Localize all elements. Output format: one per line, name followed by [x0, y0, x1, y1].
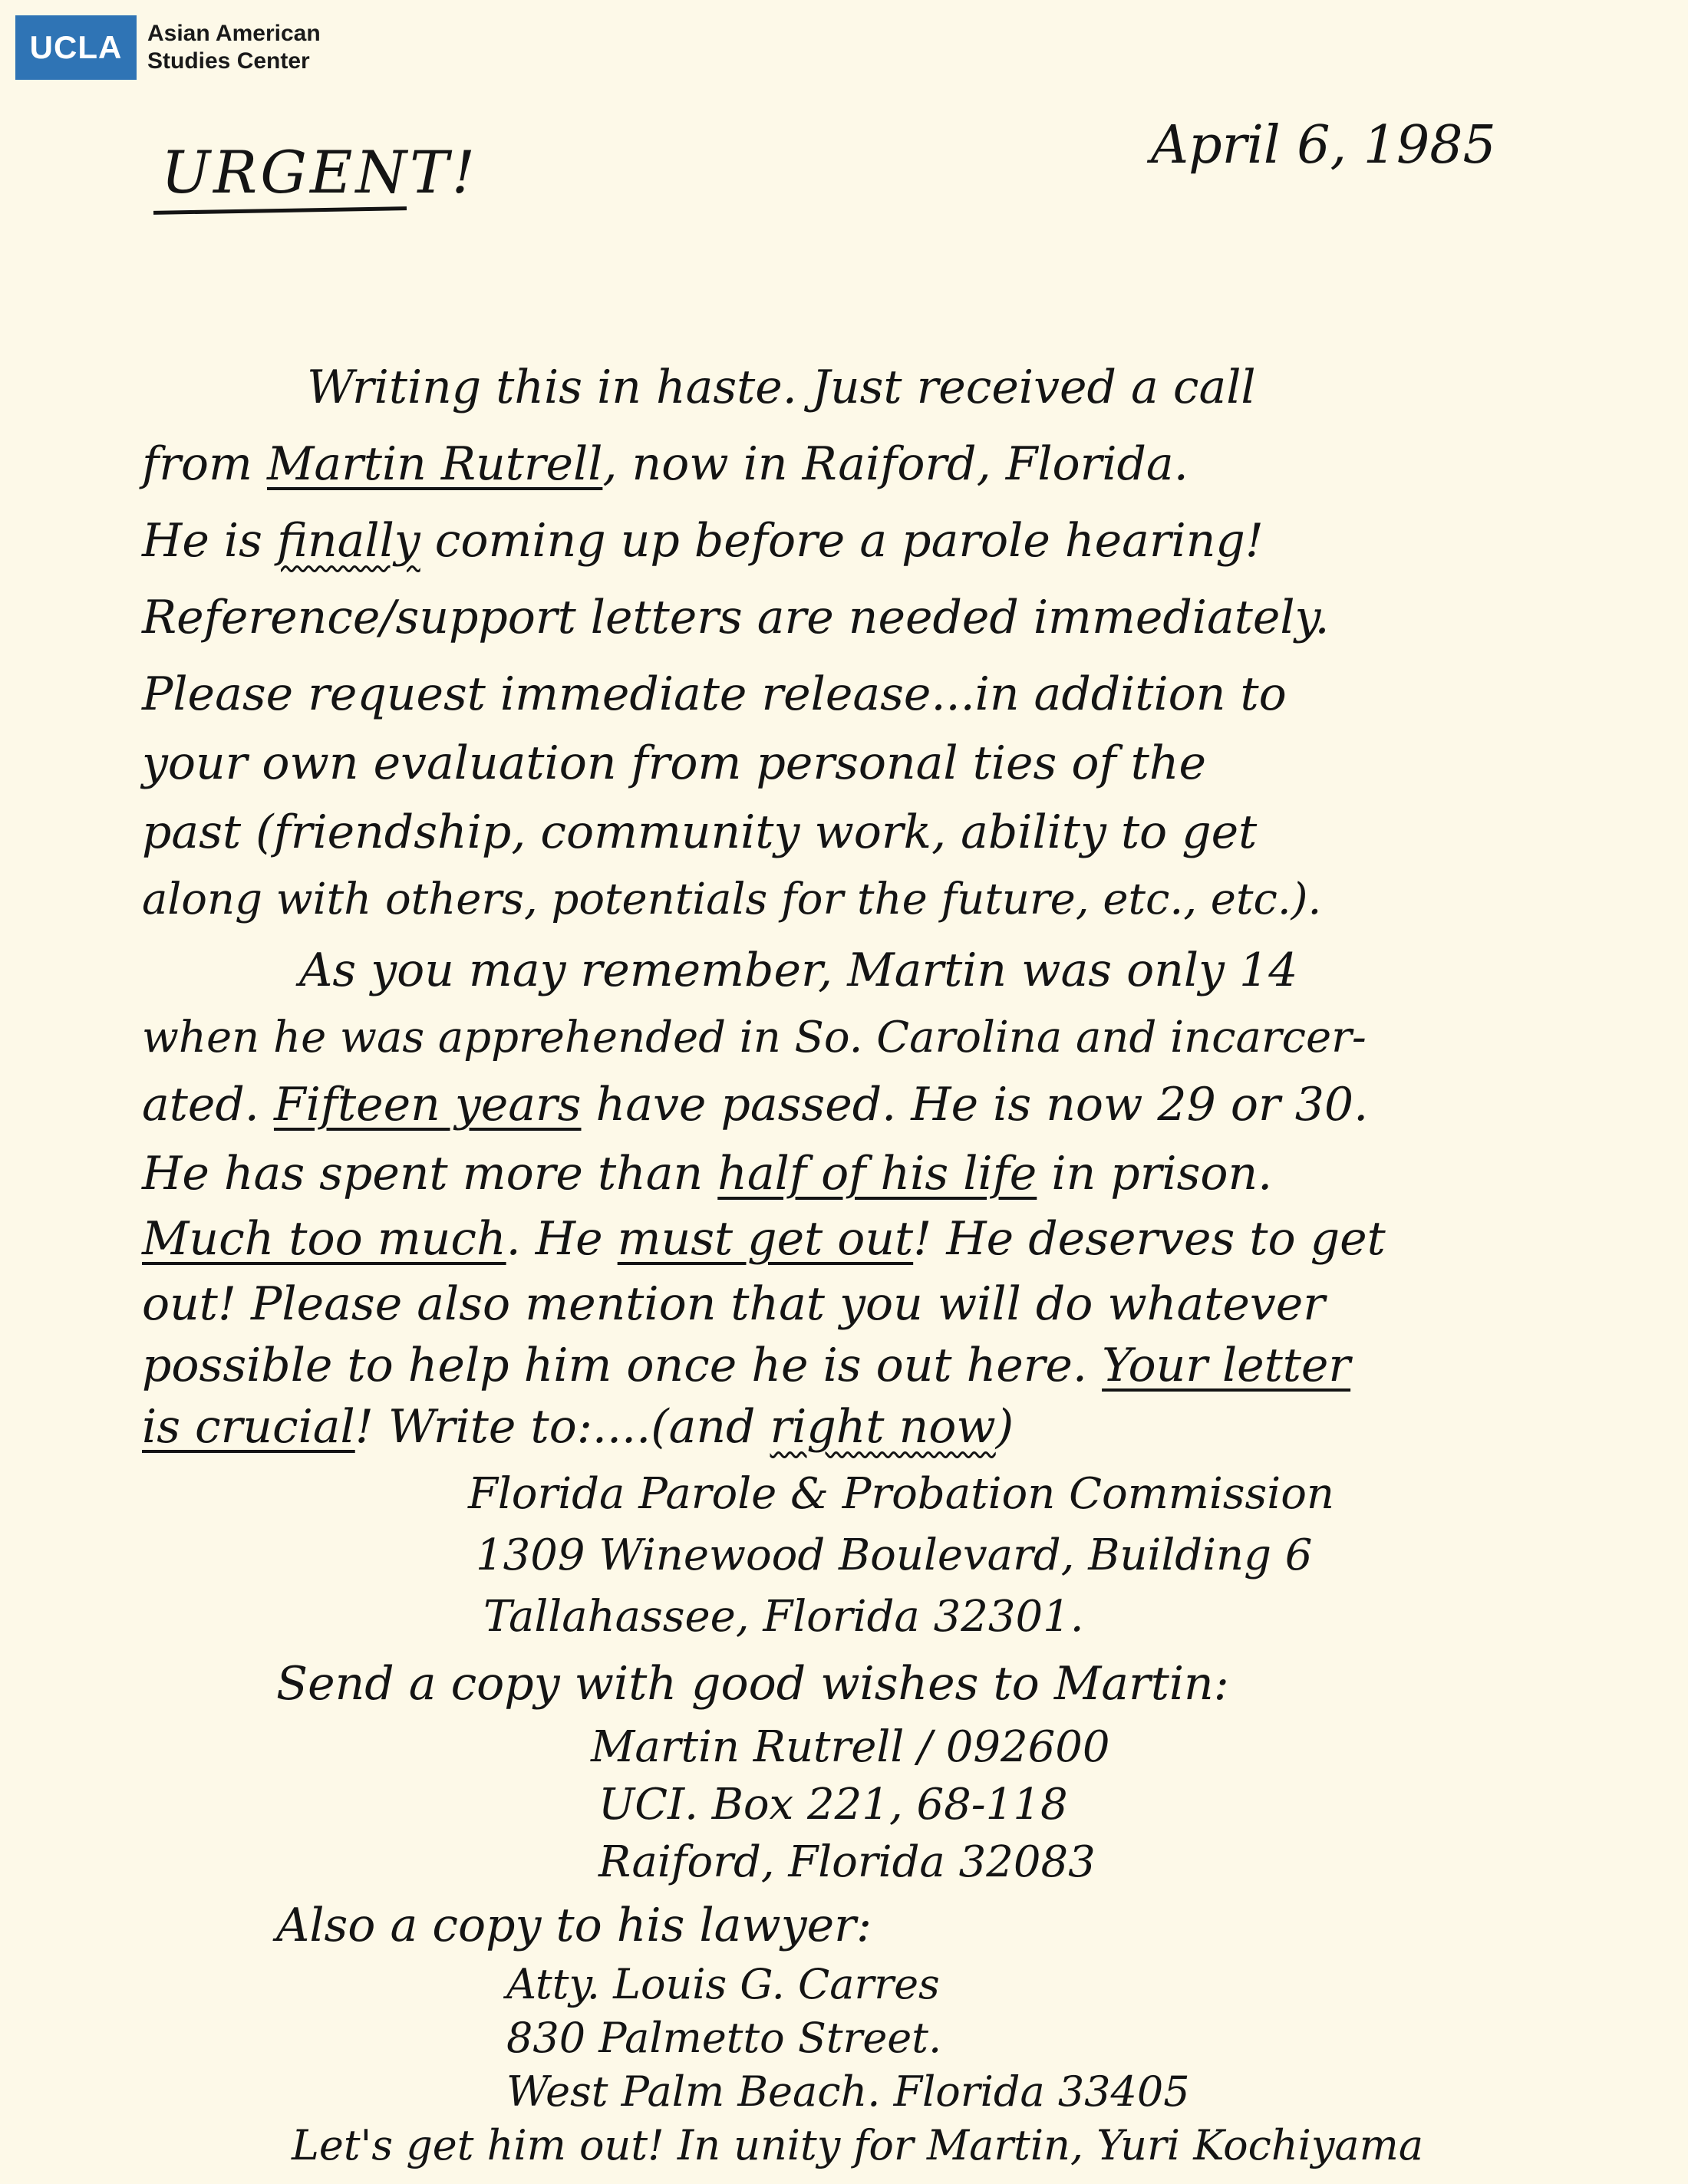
letter-date: April 6, 1985 — [1151, 115, 1496, 176]
is-crucial-underlined: is crucial — [142, 1400, 355, 1454]
body-line: Writing this in haste. Just received a call — [307, 361, 1256, 414]
body-line: As you may remember, Martin was only 14 — [299, 944, 1298, 997]
martin-address-line: Martin Rutrell / 092600 — [591, 1722, 1110, 1772]
body-line: Reference/support letters are needed immediately. — [142, 591, 1330, 644]
lawyer-address-line: West Palm Beach. Florida 33405 — [506, 2067, 1190, 2116]
heading-underline — [153, 206, 407, 215]
commission-address-line: Tallahassee, Florida 32301. — [483, 1592, 1084, 1642]
body-line: ated. Fifteen years have passed. He is now 29 or 30. — [142, 1078, 1369, 1132]
body-line: He has spent more than half of his life in prison. — [142, 1147, 1273, 1201]
lawyer-address-line: Atty. Louis G. Carres — [506, 1960, 940, 2008]
martin-address-line: UCI. Box 221, 68-118 — [598, 1780, 1068, 1830]
martin-address-line: Raiford, Florida 32083 — [598, 1837, 1096, 1887]
body-line: out! Please also mention that you will do whatever — [142, 1277, 1325, 1331]
ucla-badge: UCLA — [15, 15, 137, 80]
ucla-logo — [15, 15, 321, 80]
right-now-underlined: right now — [770, 1400, 996, 1454]
your-letter-underlined: Your letter — [1102, 1339, 1351, 1392]
body-line: He is finally coming up before a parole hearing! — [142, 514, 1264, 568]
copy-martin-intro: Send a copy with good wishes to Martin: — [276, 1657, 1229, 1711]
commission-address-line: Florida Parole & Probation Commission — [468, 1469, 1334, 1519]
body-line: along with others, potentials for the future, etc., etc.). — [142, 875, 1322, 924]
body-line: possible to help him once he is out here. Your letter — [142, 1339, 1351, 1392]
name-underlined: Martin Rutrell — [266, 437, 603, 491]
body-line: your own evaluation from personal ties of the — [142, 736, 1207, 790]
finally-underlined: finally — [276, 514, 420, 568]
copy-lawyer-intro: Also a copy to his lawyer: — [276, 1899, 872, 1952]
body-line: Much too much. He must get out! He deserves to get — [142, 1212, 1386, 1266]
center-name-line1: Asian American — [147, 21, 321, 46]
center-name-line2: Studies Center — [147, 48, 310, 74]
body-line: from Martin Rutrell, now in Raiford, Florida. — [142, 437, 1189, 491]
body-line: is crucial! Write to:....(and right now) — [142, 1400, 1014, 1454]
fifteen-years-underlined: Fifteen years — [273, 1078, 582, 1132]
center-name — [147, 20, 321, 75]
much-too-much-underlined: Much too much — [142, 1212, 506, 1266]
commission-address-line: 1309 Winewood Boulevard, Building 6 — [476, 1530, 1313, 1580]
body-line: past (friendship, community work, ability to get — [142, 805, 1258, 859]
letter-heading: URGENT! — [161, 138, 479, 206]
half-life-underlined: half of his life — [717, 1147, 1037, 1201]
must-get-out-underlined: must get out — [617, 1212, 914, 1266]
body-line: Please request immediate release...in addition to — [142, 667, 1287, 721]
lawyer-address-line: 830 Palmetto Street. — [506, 2014, 942, 2062]
body-line: when he was apprehended in So. Carolina and incarcer- — [142, 1013, 1367, 1062]
closing-signature: Let's get him out! In unity for Martin, Yuri Kochiyama — [292, 2121, 1424, 2169]
